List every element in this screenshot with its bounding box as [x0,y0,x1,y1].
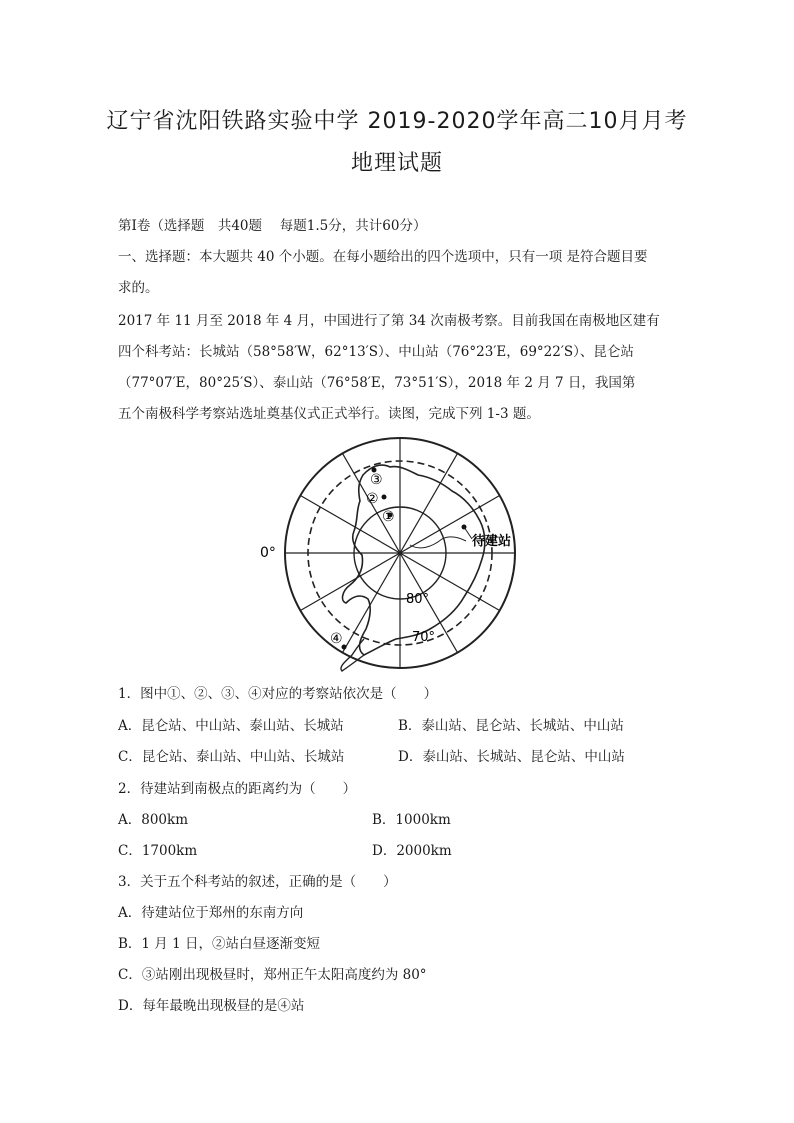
meridian-lines [285,438,515,668]
marker-3: ③ [370,472,383,488]
label-new-station: 待建站 [472,534,512,549]
question-3-option-d: D．每年最晚出现极昼的是④站 [118,998,305,1014]
passage-line-3: （77°07′E，80°25′S）、泰山站（76°58′E，73°51′S），2018 年 2 月 7 日，我国第 [118,375,636,391]
question-2-option-b: B．1000km [372,812,451,828]
station-dot-2 [382,495,387,500]
passage-line-4: 五个南极科学考察站选址奠基仪式正式举行。读图，完成下列 1-3 题。 [118,406,540,422]
marker-4: ④ [330,631,343,647]
question-1-option-a: A．昆仑站、中山站、泰山站、长城站 [118,718,344,734]
instruction-line-2: 求的。 [118,280,159,296]
question-1-option-b: B．泰山站、昆仑站、长城站、中山站 [398,718,624,734]
volume-line: 第Ⅰ卷（选择题 共40题 每题1.5分，共计60分） [118,218,427,234]
continent-outline [343,465,485,655]
question-1-option-d: D．泰山站、长城站、昆仑站、中山站 [398,749,625,765]
label-0-degree: 0° [260,545,276,561]
passage-line-2: 四个科考站：长城站（58°58′W，62°13′S）、中山站（76°23′E，69°22′S）、昆仑站 [118,344,634,360]
passage-line-1: 2017 年 11 月至 2018 年 4 月，中国进行了第 34 次南极考察。目前我国在南极地区建有 [118,313,660,329]
question-2-stem: 2．待建站到南极点的距离约为（ ） [118,781,357,797]
question-2-option-a: A．800km [118,812,188,828]
page-subtitle: 地理试题 [350,151,443,176]
antarctica-map [260,435,540,685]
peninsula-outline [341,639,364,671]
marker-2: ② [366,491,379,507]
new-station-leader [464,527,472,539]
label-80-degree: 80° [406,592,430,607]
question-3-stem: 3．关于五个科考站的叙述，正确的是（ ） [118,874,397,890]
instruction-line-1: 一、选择题：本大题共 40 个小题。在每小题给出的四个选项中，只有一项 是符合题目要 [118,249,648,265]
question-2-option-c: C．1700km [118,843,198,859]
question-1-option-c: C．昆仑站、泰山站、中山站、长城站 [118,749,345,765]
question-3-option-c: C．③站刚出现极昼时，郑州正午太阳高度约为 80° [118,967,427,983]
marker-1: ① [382,509,395,525]
label-70-degree: 70° [412,630,436,645]
page-title: 辽宁省沈阳铁路实验中学 2019-2020学年高二10月月考 [106,109,688,134]
question-3-option-a: A．待建站位于郑州的东南方向 [118,905,304,921]
question-3-option-b: B．1 月 1 日，②站白昼逐渐变短 [118,936,320,952]
question-1-stem: 1．图中①、②、③、④对应的考察站依次是（ ） [118,686,438,702]
question-2-option-d: D．2000km [372,843,452,859]
